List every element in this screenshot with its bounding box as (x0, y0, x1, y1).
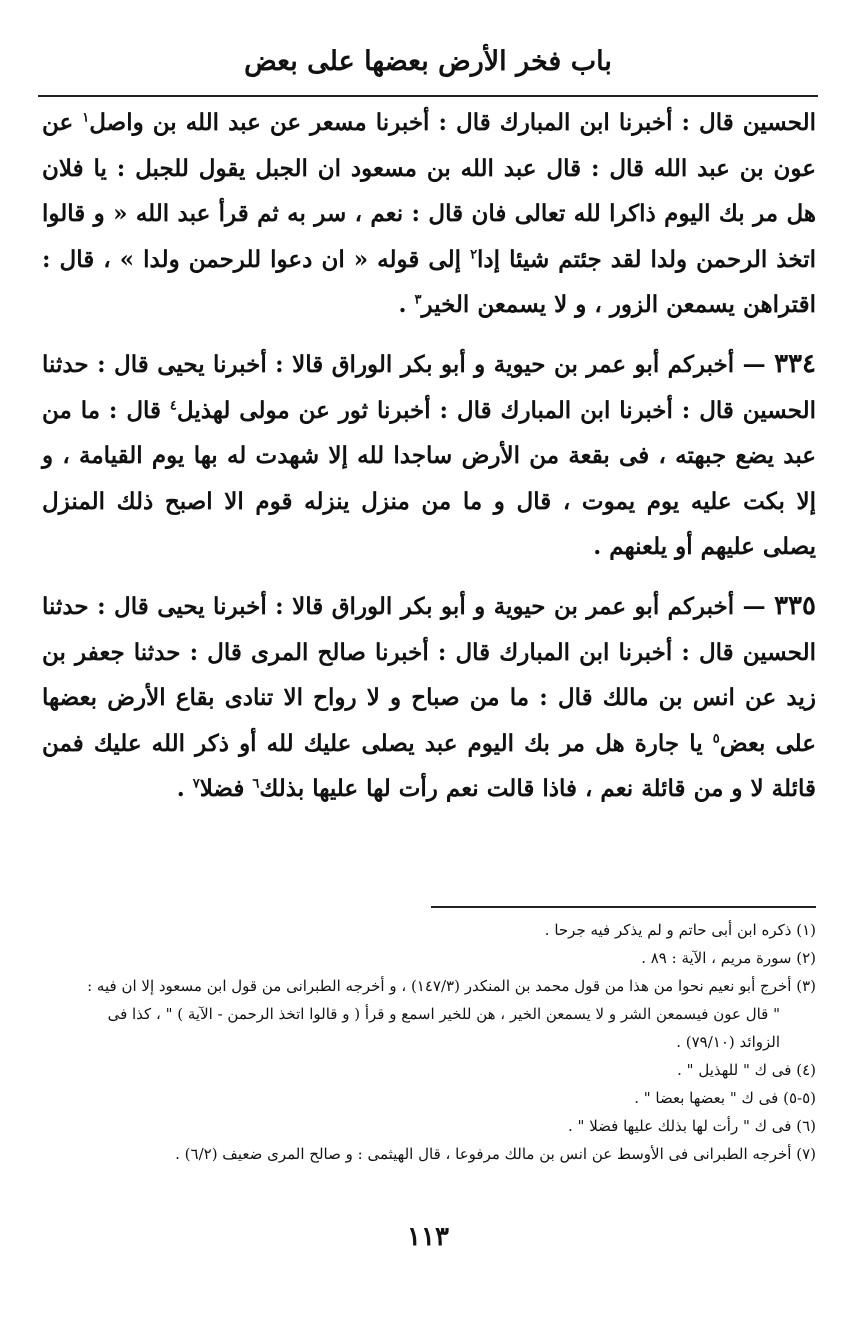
footnote-ref: ٢ (470, 247, 478, 263)
footnote-number: (٥-٥) (783, 1089, 816, 1107)
paragraph-hadith-335 (42, 584, 816, 812)
footnote-1 (42, 916, 816, 944)
hadith-number: ٣٣٤ (774, 348, 816, 379)
header-rule (38, 95, 818, 97)
footnote-number: (٢) (796, 949, 816, 967)
footnote-7 (42, 1140, 816, 1168)
paragraph-text: الحسين قال : أخبرنا ابن المبارك قال : أخبرنا مسعر عن عبد الله بن واصل (89, 109, 816, 136)
footnote-text: " قال عون فيسمعن الشر و لا يسمعن الخير ، هن للخير اسمع و قرأ ( و قالوا اتخذ الرحمن - الآية ) " ، كذا فى (107, 1005, 780, 1023)
footnote-text: سورة مريم ، الآية : ٨٩ . (641, 949, 792, 967)
footnote-text: ذكره ابن أبى حاتم و لم يذكر فيه جرحا . (544, 921, 792, 939)
footnote-text: فى ك " بعضها بعضا " . (634, 1089, 779, 1107)
paragraph-text: يا جارة هل مر بك اليوم عبد يصلى عليك لله أو ذكر الله عليك فمن قائلة لا و من قائلة نعم ، فاذا قالت نعم رأت لها عليها بذلك (42, 729, 816, 803)
footnotes (42, 916, 816, 1168)
footnote-text: فى ك " رأت لها بذلك عليها فضلا " . (568, 1117, 792, 1135)
paragraph-hadith-334 (42, 342, 816, 570)
footnote-text: أخرج أبو نعيم نحوا من هذا من قول محمد بن المنكدر (١٤٧/٣) ، و أخرجه الطبرانى من قول ابن مسعود إلا ان فيه : (87, 977, 792, 995)
footnote-ref: ٤ (169, 397, 177, 413)
footnote-number: (٦) (796, 1117, 816, 1135)
footnote-3-continued (42, 1028, 816, 1056)
paragraph-text: قال : ما من عبد يضع جبهته ، فى بقعة من الأرض ساجدا لله إلا شهدت له بها يوم القيامة ، و إلا بكت عليه يوم يموت ، قال و ما من منزل ينزله قوم الا اصبح ذلك المنزل يصلى عليهم أو يلعنهم . (42, 396, 816, 561)
footnote-ref: ١ (82, 110, 90, 126)
hadith-number: ٣٣٥ (774, 590, 816, 621)
footnote-text: فى ك " للهذيل " . (677, 1061, 792, 1079)
footnote-ref: ٦ (252, 776, 260, 792)
footnote-3-continued (42, 1000, 816, 1028)
paragraph-end: . (398, 291, 415, 319)
footnote-rule (431, 906, 816, 908)
footnote-3 (42, 972, 816, 1000)
paragraph-text: — أخبركم أبو عمر بن حيوية و أبو بكر الوراق قالا : أخبرنا يحيى قال : حدثنا الحسين قال : أخبرنا ابن المبارك قال : أخبرنا ثور عن مولى لهذيل (42, 350, 817, 424)
footnote-2 (42, 944, 816, 972)
paragraph-text: عن عون بن عبد الله قال : قال عبد الله بن مسعود ان الجبل يقول للجبل : يا فلان هل مر بك اليوم ذاكرا لله تعالى فان قال : نعم ، سر به ثم قرأ عبد الله « و قالوا اتخذ الرحمن ولدا لقد جئتم شيئا إدا (42, 109, 816, 273)
paragraph-text: إلى قوله « ان دعوا للرحمن ولدا » ، قال : اقتراهن يسمعن الزور ، و لا يسمعن الخير (42, 245, 816, 319)
footnote-text: الزوائد (٧٩/١٠) . (676, 1033, 780, 1051)
footnote-5 (42, 1084, 816, 1112)
footnote-number: (٧) (796, 1145, 816, 1163)
footnote-4 (42, 1056, 816, 1084)
main-text (42, 100, 816, 812)
footnote-number: (٣) (796, 977, 816, 995)
footnote-ref: ٣ (414, 292, 422, 308)
footnote-ref: ٧ (192, 776, 200, 792)
paragraph-end: . (176, 775, 193, 803)
page-number: ١١٣ (407, 1222, 449, 1252)
paragraph-text: — أخبركم أبو عمر بن حيوية و أبو بكر الوراق قالا : أخبرنا يحيى قال : حدثنا الحسين قال : أخبرنا ابن المبارك قال : أخبرنا صالح المرى قال : حدثنا جعفر بن زيد عن انس بن مالك قال : ما من صباح و لا رواح الا تنادى بقاع الأرض بعضها على بعض (42, 592, 816, 757)
running-header: باب فخر الأرض بعضها على بعض (244, 46, 612, 77)
footnote-text: أخرجه الطبرانى فى الأوسط عن انس بن مالك مرفوعا ، قال الهيثمى : و صالح المرى ضعيف (٦/٢) . (175, 1145, 792, 1163)
paragraph-continuation (42, 100, 816, 328)
footnote-6 (42, 1112, 816, 1140)
footnote-number: (٤) (796, 1061, 816, 1079)
footnote-ref: ٥ (712, 731, 720, 747)
paragraph-text: فضلا (199, 775, 253, 803)
footnote-number: (١) (796, 921, 816, 939)
